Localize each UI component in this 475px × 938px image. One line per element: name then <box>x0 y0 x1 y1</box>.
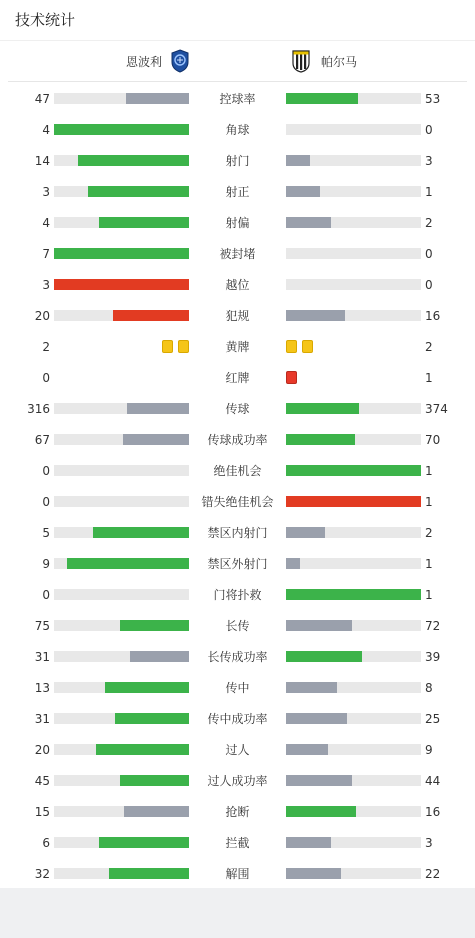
home-bar-track <box>54 806 189 817</box>
stat-row[interactable] <box>0 362 475 393</box>
stat-row[interactable] <box>0 455 475 486</box>
home-team[interactable] <box>126 41 190 81</box>
stat-row[interactable] <box>0 858 475 889</box>
stat-label: 禁区外射门 <box>207 557 268 571</box>
away-bar-fill <box>286 651 362 662</box>
home-bar-track <box>54 868 189 879</box>
home-bar-fill <box>115 713 189 724</box>
away-bar-fill <box>286 558 300 569</box>
home-bar-fill <box>54 248 189 259</box>
stat-label: 传中成功率 <box>207 712 268 726</box>
home-bar-track <box>54 217 189 228</box>
stat-row[interactable] <box>0 176 475 207</box>
away-value: 16 <box>425 805 441 819</box>
yellow-card-icon <box>286 340 297 353</box>
home-bar-fill <box>54 279 189 290</box>
stat-label: 传球成功率 <box>207 433 268 447</box>
stat-label: 过人成功率 <box>207 774 268 788</box>
home-value: 15 <box>34 805 50 819</box>
home-bar-fill <box>99 837 189 848</box>
away-bar-track <box>286 155 421 166</box>
home-bar-track <box>54 93 189 104</box>
home-bar-fill <box>67 558 189 569</box>
stat-label: 错失绝佳机会 <box>201 495 274 509</box>
home-bar-track <box>54 434 189 445</box>
home-bar-track <box>54 620 189 631</box>
red-card-icon <box>286 371 297 384</box>
home-bar-fill <box>93 527 189 538</box>
away-value: 0 <box>425 247 433 261</box>
away-bar-track <box>286 527 421 538</box>
away-bar-fill <box>286 713 347 724</box>
away-bar-track <box>286 713 421 724</box>
stat-label: 长传成功率 <box>207 650 268 664</box>
stat-label: 拦截 <box>225 836 250 850</box>
stat-label: 抢断 <box>225 805 250 819</box>
stat-row[interactable] <box>0 486 475 517</box>
away-cards <box>286 371 297 384</box>
home-bar-track <box>54 527 189 538</box>
yellow-card-icon <box>302 340 313 353</box>
stat-label: 解围 <box>225 867 250 881</box>
away-bar-fill <box>286 837 331 848</box>
home-bar-fill <box>109 868 189 879</box>
away-value: 39 <box>425 650 441 664</box>
home-bar-fill <box>105 682 189 693</box>
away-value: 1 <box>425 557 433 571</box>
stat-row[interactable] <box>0 641 475 672</box>
stat-row[interactable] <box>0 796 475 827</box>
home-bar-fill <box>120 620 189 631</box>
home-bar-fill <box>96 744 189 755</box>
away-value: 374 <box>425 402 448 416</box>
home-value: 2 <box>42 340 50 354</box>
stat-row[interactable] <box>0 672 475 703</box>
stat-label: 射正 <box>225 185 250 199</box>
home-bar-track <box>54 124 189 135</box>
home-team-name: 恩波利 <box>126 54 163 69</box>
away-value: 1 <box>425 185 433 199</box>
home-bar-fill <box>123 434 189 445</box>
away-bar-fill <box>286 868 341 879</box>
home-value: 31 <box>34 712 50 726</box>
home-value: 4 <box>42 216 50 230</box>
stat-label: 射门 <box>225 154 250 168</box>
home-bar-track <box>54 775 189 786</box>
teams-header <box>8 41 467 82</box>
away-bar-track <box>286 775 421 786</box>
stat-row[interactable] <box>0 548 475 579</box>
away-bar-track <box>286 589 421 600</box>
away-bar-track <box>286 186 421 197</box>
away-value: 8 <box>425 681 433 695</box>
away-value: 1 <box>425 371 433 385</box>
empoli-crest-icon <box>170 49 190 73</box>
home-value: 9 <box>42 557 50 571</box>
home-bar-track <box>54 682 189 693</box>
home-value: 14 <box>34 154 50 168</box>
home-bar-track <box>54 651 189 662</box>
stat-label: 长传 <box>225 619 250 633</box>
home-value: 75 <box>34 619 50 633</box>
home-bar-track <box>54 837 189 848</box>
home-bar-track <box>54 558 189 569</box>
home-bar-track <box>54 186 189 197</box>
away-value: 72 <box>425 619 441 633</box>
away-bar-track <box>286 93 421 104</box>
stat-row[interactable] <box>0 145 475 176</box>
away-bar-fill <box>286 403 359 414</box>
stat-row[interactable] <box>0 269 475 300</box>
away-cards <box>286 340 313 353</box>
away-value: 3 <box>425 154 433 168</box>
stat-label: 越位 <box>225 278 250 292</box>
home-bar-fill <box>124 806 189 817</box>
away-bar-fill <box>286 465 421 476</box>
home-bar-track <box>54 403 189 414</box>
away-bar-fill <box>286 682 337 693</box>
parma-crest-icon <box>291 49 311 73</box>
home-value: 6 <box>42 836 50 850</box>
stat-row[interactable] <box>0 83 475 114</box>
home-value: 3 <box>42 185 50 199</box>
stat-row[interactable] <box>0 703 475 734</box>
stat-row[interactable] <box>0 579 475 610</box>
away-value: 0 <box>425 123 433 137</box>
home-bar-fill <box>127 403 189 414</box>
away-bar-track <box>286 837 421 848</box>
stat-label: 黄牌 <box>225 340 250 354</box>
stat-row[interactable] <box>0 300 475 331</box>
stat-label: 犯规 <box>225 309 250 323</box>
away-value: 2 <box>425 216 433 230</box>
stat-row[interactable] <box>0 238 475 269</box>
home-cards <box>162 340 189 353</box>
away-bar-track <box>286 279 421 290</box>
stat-label: 控球率 <box>219 92 256 106</box>
home-bar-track <box>54 310 189 321</box>
stat-row[interactable] <box>0 765 475 796</box>
away-bar-track <box>286 124 421 135</box>
home-bar-fill <box>54 124 189 135</box>
home-bar-track <box>54 744 189 755</box>
home-value: 5 <box>42 526 50 540</box>
away-bar-track <box>286 682 421 693</box>
home-bar-track <box>54 465 189 476</box>
away-bar-fill <box>286 310 345 321</box>
home-bar-fill <box>126 93 189 104</box>
home-bar-track <box>54 279 189 290</box>
stat-row[interactable] <box>0 827 475 858</box>
away-bar-track <box>286 403 421 414</box>
away-value: 44 <box>425 774 441 788</box>
away-value: 53 <box>425 92 441 106</box>
stats-list <box>0 82 475 889</box>
away-bar-track <box>286 434 421 445</box>
stat-row[interactable] <box>0 207 475 238</box>
stat-row[interactable] <box>0 331 475 362</box>
home-value: 7 <box>42 247 50 261</box>
away-bar-fill <box>286 775 352 786</box>
page-title: 技术统计 <box>0 0 475 41</box>
yellow-card-icon <box>178 340 189 353</box>
away-bar-track <box>286 651 421 662</box>
away-bar-track <box>286 217 421 228</box>
home-value: 31 <box>34 650 50 664</box>
home-value: 4 <box>42 123 50 137</box>
home-value: 13 <box>34 681 50 695</box>
stat-label: 门将扑救 <box>213 588 262 602</box>
home-value: 20 <box>34 309 50 323</box>
stat-label: 角球 <box>225 123 250 137</box>
away-bar-fill <box>286 186 320 197</box>
away-bar-fill <box>286 93 358 104</box>
home-bar-track <box>54 155 189 166</box>
away-value: 22 <box>425 867 441 881</box>
stat-row[interactable] <box>0 424 475 455</box>
home-value: 20 <box>34 743 50 757</box>
away-value: 1 <box>425 495 433 509</box>
away-bar-fill <box>286 496 421 507</box>
home-bar-track <box>54 496 189 507</box>
stat-label: 射偏 <box>225 216 250 230</box>
stat-label: 传球 <box>225 402 250 416</box>
stat-label: 绝佳机会 <box>213 464 262 478</box>
home-value: 0 <box>42 464 50 478</box>
home-bar-track <box>54 713 189 724</box>
stat-row[interactable] <box>0 517 475 548</box>
yellow-card-icon <box>162 340 173 353</box>
home-value: 0 <box>42 371 50 385</box>
away-bar-track <box>286 248 421 259</box>
away-value: 16 <box>425 309 441 323</box>
home-bar-fill <box>88 186 189 197</box>
away-value: 0 <box>425 278 433 292</box>
away-bar-track <box>286 310 421 321</box>
away-bar-fill <box>286 806 356 817</box>
home-value: 47 <box>34 92 50 106</box>
away-bar-track <box>286 620 421 631</box>
away-bar-track <box>286 868 421 879</box>
home-bar-fill <box>130 651 189 662</box>
away-bar-fill <box>286 589 421 600</box>
away-bar-fill <box>286 217 331 228</box>
stat-row[interactable] <box>0 610 475 641</box>
stat-label: 禁区内射门 <box>207 526 268 540</box>
home-bar-fill <box>120 775 189 786</box>
away-team-name: 帕尔马 <box>321 54 358 69</box>
away-bar-fill <box>286 155 310 166</box>
away-value: 1 <box>425 464 433 478</box>
stat-row[interactable] <box>0 393 475 424</box>
home-value: 32 <box>34 867 50 881</box>
stat-label: 红牌 <box>225 371 250 385</box>
away-bar-fill <box>286 434 355 445</box>
away-value: 1 <box>425 588 433 602</box>
home-value: 0 <box>42 588 50 602</box>
stat-label: 被封堵 <box>219 247 256 261</box>
stat-row[interactable] <box>0 734 475 765</box>
home-value: 0 <box>42 495 50 509</box>
home-bar-track <box>54 248 189 259</box>
away-bar-track <box>286 806 421 817</box>
away-value: 2 <box>425 340 433 354</box>
away-bar-track <box>286 465 421 476</box>
away-bar-track <box>286 496 421 507</box>
away-value: 9 <box>425 743 433 757</box>
away-bar-fill <box>286 744 328 755</box>
away-bar-fill <box>286 527 325 538</box>
away-team[interactable] <box>291 41 357 81</box>
stat-row[interactable] <box>0 114 475 145</box>
home-bar-fill <box>99 217 189 228</box>
home-value: 45 <box>34 774 50 788</box>
home-bar-fill <box>113 310 189 321</box>
home-value: 67 <box>34 433 50 447</box>
home-bar-track <box>54 589 189 600</box>
away-bar-fill <box>286 620 352 631</box>
away-value: 3 <box>425 836 433 850</box>
home-value: 3 <box>42 278 50 292</box>
away-value: 2 <box>425 526 433 540</box>
away-bar-track <box>286 744 421 755</box>
away-bar-track <box>286 558 421 569</box>
stat-label: 传中 <box>225 681 250 695</box>
away-value: 25 <box>425 712 441 726</box>
away-value: 70 <box>425 433 441 447</box>
home-value: 316 <box>27 402 50 416</box>
home-bar-fill <box>78 155 189 166</box>
stat-label: 过人 <box>225 743 250 757</box>
